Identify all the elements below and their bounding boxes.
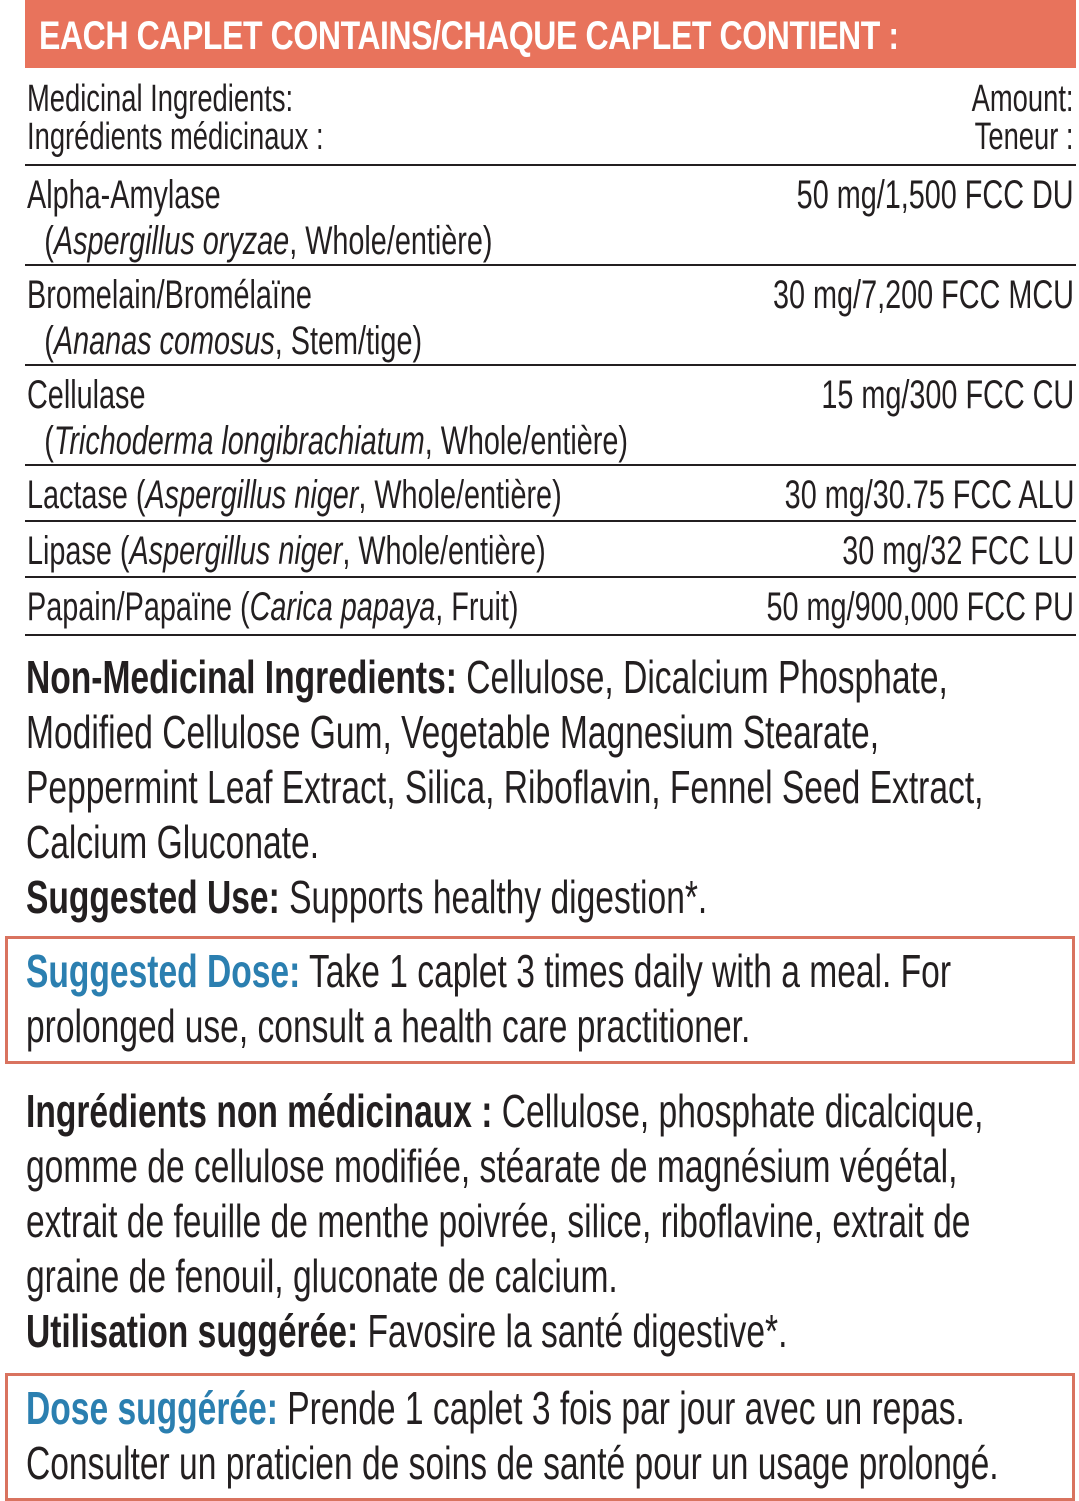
banner-title: EACH CAPLET CONTAINS/CHAQUE CAPLET CONTIENT : bbox=[39, 14, 899, 58]
fr-dose-label: Dose suggérée: bbox=[26, 1382, 278, 1434]
fr-dose-section bbox=[26, 1381, 1048, 1491]
table-row bbox=[25, 466, 1076, 522]
table-row bbox=[25, 366, 1076, 466]
header-ingredients-fr: Ingrédients médicinaux : bbox=[27, 116, 324, 158]
table-header bbox=[25, 72, 1076, 166]
ingredient-amount: 15 mg/300 FCC CU bbox=[821, 373, 1074, 417]
ingredient-name: Bromelain/Bromélaïne (Ananas comosus, Stem/tige) bbox=[27, 273, 423, 363]
header-amount-fr: Teneur : bbox=[975, 116, 1074, 158]
fr-use-text: Favosire la santé digestive*. bbox=[358, 1305, 788, 1357]
ingredient-amount: 30 mg/30.75 FCC ALU bbox=[784, 473, 1074, 517]
ingredient-name: Lipase (Aspergillus niger, Whole/entière) bbox=[27, 529, 546, 573]
table-row bbox=[25, 266, 1076, 366]
ingredient-name: Alpha-Amylase (Aspergillus oryzae, Whole/entière) bbox=[27, 173, 493, 263]
header-ingredients-en: Medicinal Ingredients: bbox=[27, 78, 294, 120]
header-amount-en: Amount: bbox=[972, 78, 1074, 120]
table-row bbox=[25, 166, 1076, 266]
en-nonmed-text: Cellulose, Dicalcium Phosphate, Modified Cellulose Gum, Vegetable Magnesium Stearate, Peppermint Leaf Extract, Silica, Riboflavin, Fennel Seed Extract, Calcium Gluconate. bbox=[26, 651, 984, 868]
fr-nonmed-text: Cellulose, phosphate dicalcique, gomme de cellulose modifiée, stéarate de magnésium végétal, extrait de feuille de menthe poivrée, silice, riboflavine, extrait de graine de fenouil, gluconate de calcium. bbox=[26, 1085, 984, 1302]
header-amount bbox=[972, 80, 1074, 156]
ingredient-amount: 50 mg/1,500 FCC DU bbox=[797, 173, 1074, 217]
ingredient-amount: 30 mg/32 FCC LU bbox=[841, 529, 1074, 573]
en-dose-section bbox=[26, 944, 1048, 1054]
ingredient-amount: 30 mg/7,200 FCC MCU bbox=[773, 273, 1074, 317]
fr-nonmed-label: Ingrédients non médicinaux : bbox=[26, 1085, 493, 1137]
en-dose-text: Take 1 caplet 3 times daily with a meal. For prolonged use, consult a health care practitioner. bbox=[26, 945, 952, 1052]
en-use-text: Supports healthy digestion*. bbox=[279, 871, 708, 923]
en-nonmedicinal-section bbox=[26, 650, 1048, 925]
header-ingredients bbox=[27, 80, 324, 156]
ingredient-name: Lactase (Aspergillus niger, Whole/entière) bbox=[27, 473, 562, 517]
ingredient-amount: 50 mg/900,000 FCC PU bbox=[766, 585, 1074, 629]
fr-nonmedicinal-section bbox=[26, 1084, 1048, 1359]
fr-dose-text: Prende 1 caplet 3 fois par jour avec un repas. Consulter un praticien de soins de santé pour un usage prolongé. bbox=[26, 1382, 999, 1489]
ingredients-table bbox=[25, 72, 1076, 636]
fr-use-label: Utilisation suggérée: bbox=[26, 1305, 359, 1357]
header-banner bbox=[25, 0, 1076, 68]
en-nonmed-label: Non-Medicinal Ingredients: bbox=[26, 651, 457, 703]
table-row bbox=[25, 522, 1076, 578]
en-use-label: Suggested Use: bbox=[26, 871, 280, 923]
ingredient-name: Cellulase (Trichoderma longibrachiatum, Whole/entière) bbox=[27, 373, 628, 463]
en-dose-label: Suggested Dose: bbox=[26, 945, 301, 997]
table-row bbox=[25, 578, 1076, 636]
ingredient-name: Papain/Papaïne (Carica papaya, Fruit) bbox=[27, 585, 519, 629]
